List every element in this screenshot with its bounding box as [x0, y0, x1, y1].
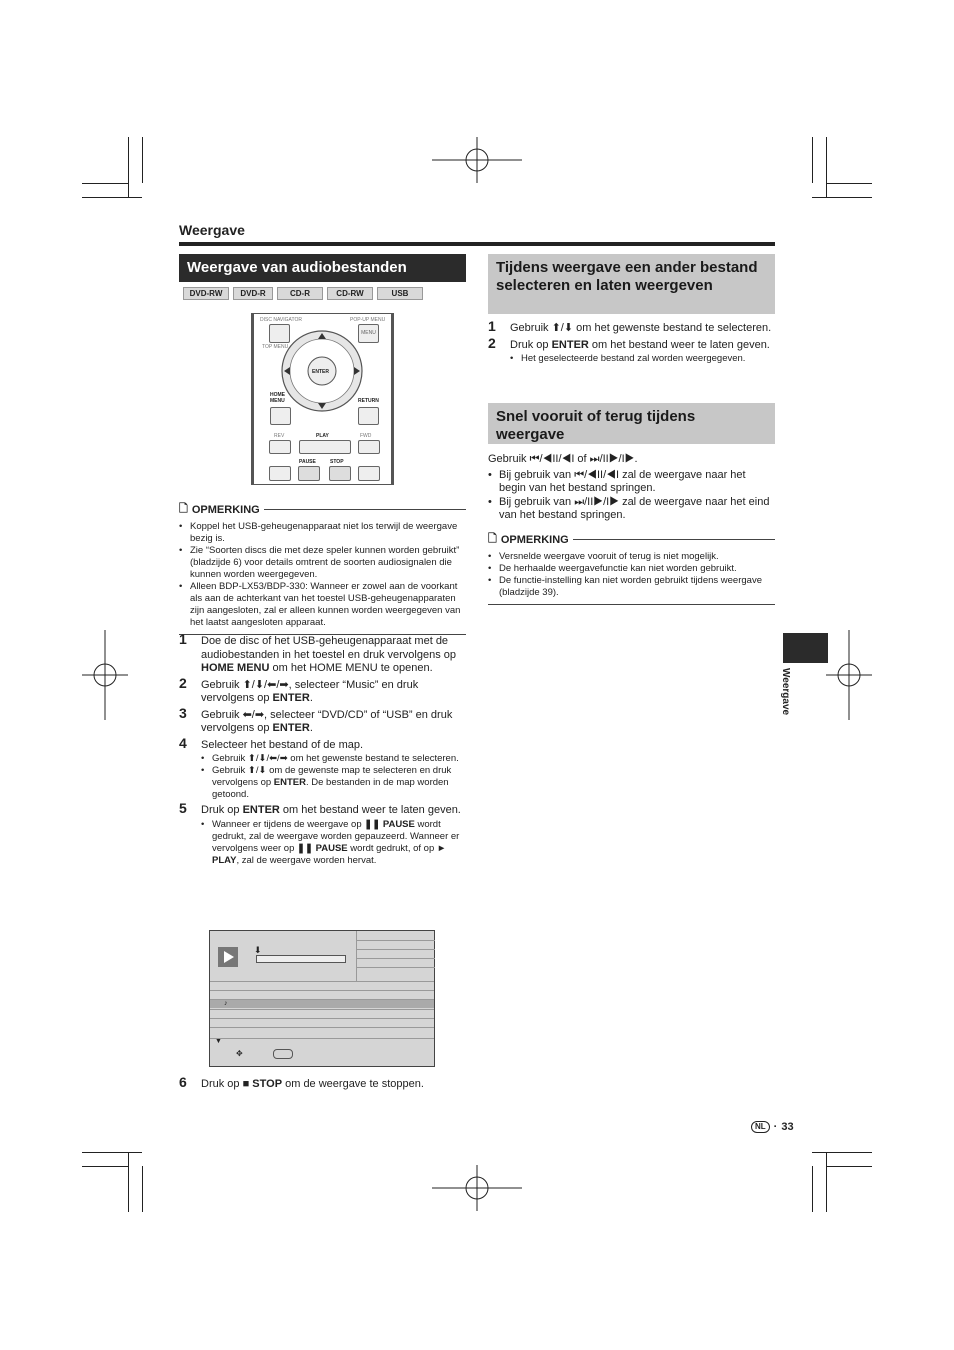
- skip-back-icon: [269, 466, 291, 481]
- selected-row: [210, 999, 434, 1008]
- note-rule: [488, 604, 775, 605]
- label-top-menu: TOP MENU: [262, 344, 289, 350]
- note-list: [488, 551, 775, 599]
- play-icon: [299, 440, 351, 454]
- badge-usb: USB: [377, 287, 423, 300]
- note-item: • Versnelde weergave vooruit of terug is niet mogelijk.: [488, 551, 775, 563]
- label-fwd: FWD: [360, 433, 372, 439]
- play-icon: [218, 947, 238, 967]
- menu-button: MENU: [358, 324, 379, 343]
- page-number-value: 33: [781, 1121, 794, 1133]
- remote-illustration: [251, 313, 394, 485]
- down-arrow-icon: ⬇: [254, 945, 262, 955]
- step-4-sub: • Gebruik ⬆/⬇ om de gewenste map te selecteren en druk vervolgens op ENTER. De bestanden in de map worden getoond.: [201, 765, 466, 801]
- step-5-sub: • Wanneer er tijdens de weergave op ❚❚ PAUSE wordt gedrukt, zal de weergave worden gepauzeerd. Wanneer er vervolgens weer op ❚❚ PAUSE wordt gedrukt, of op ► PLAY, zal de weergave worden hervat.: [201, 819, 466, 867]
- disc-badges: [183, 287, 423, 300]
- right-step-2-sub: • Het geselecteerde bestand zal worden weergegeven.: [510, 353, 775, 365]
- scroll-down-icon: ▼: [215, 1038, 222, 1045]
- note-icon: 🗋: [488, 533, 497, 545]
- left-note: [179, 500, 466, 635]
- skip-bullet: • Bij gebruik van ⏮/◀II/◀I zal de weergave naar het begin van het bestand springen.: [488, 469, 775, 496]
- label-stop: STOP: [330, 459, 344, 465]
- note-item: • De functie-instelling kan niet worden gebruikt tijdens weergave (bladzijde 39).: [488, 575, 775, 599]
- left-section-title: Weergave van audiobestanden: [179, 254, 466, 282]
- step-2: 2 Gebruik ⬆/⬇/⬅/➡, selecteer “Music” en druk vervolgens op ENTER.: [179, 674, 419, 704]
- badge-dvd-rw: DVD-RW: [183, 287, 229, 300]
- right-steps: [488, 318, 775, 368]
- registration-mark-bottom: [432, 1165, 522, 1211]
- right-step-2: 2 Druk op ENTER om het bestand weer te laten geven. • Het geselecteerde bestand zal worden weergegeven.: [488, 339, 775, 366]
- rev-icon: [269, 440, 291, 454]
- step-5: 5 Druk op ENTER om het bestand weer te laten geven. • Wanneer er tijdens de weergave op ❚❚ PAUSE wordt gedrukt, zal de weergave worden gepauzeerd. Wanneer er vervolgens weer op ❚❚ PAUSE wordt gedrukt, of op ► PLAY, zal de weergave worden hervat.: [179, 804, 466, 867]
- step-6: 6 Druk op ■ STOP om de weergave te stoppen.: [179, 1074, 424, 1090]
- badge-cd-r: CD-R: [277, 287, 323, 300]
- header-rule: [179, 242, 775, 246]
- right-section-title-2: Snel vooruit of terug tijdens weergave: [488, 403, 775, 444]
- registration-mark-right: [826, 630, 872, 720]
- label-play: PLAY: [316, 433, 329, 439]
- registration-mark-left: [82, 630, 128, 720]
- page-number: NL · 33: [751, 1121, 794, 1133]
- note-item: • De herhaalde weergavefunctie kan niet worden gebruikt.: [488, 563, 775, 575]
- note-icon: 🗋: [179, 503, 188, 515]
- label-return: RETURN: [358, 398, 379, 404]
- stop-icon: [329, 466, 351, 481]
- step-3: 3 Gebruik ⬅/➡, selecteer “DVD/CD” of “USB” en druk vervolgens op ENTER.: [179, 704, 453, 734]
- home-icon: [270, 407, 291, 425]
- label-disc-navigator: DISC NAVIGATOR: [260, 317, 302, 323]
- right-note: [488, 530, 775, 605]
- registration-mark-top: [432, 137, 522, 183]
- step-4: 4 Selecteer het bestand of de map. • Gebruik ⬆/⬇/⬅/➡ om het gewenste bestand te selecteren. • Gebruik ⬆/⬇ om de gewenste map te selecteren en druk vervolgens op ENTER. De bestanden in de map worden getoond.: [179, 739, 466, 802]
- badge-cd-rw: CD-RW: [327, 287, 373, 300]
- note-title: 🗋 OPMERKING: [179, 500, 466, 519]
- side-tab-label: Weergave: [780, 668, 791, 716]
- step-4-sub: • Gebruik ⬆/⬇/⬅/➡ om het gewenste bestand te selecteren.: [201, 753, 466, 765]
- skip-forward-icon: [358, 466, 380, 481]
- note-list: [179, 521, 466, 629]
- skip-bullet: • Bij gebruik van ⏭/II▶/I▶ zal de weergave naar het eind van het bestand springen.: [488, 496, 775, 523]
- label-popup-menu: POP-UP MENU: [350, 317, 386, 323]
- skip-instructions: [488, 453, 775, 523]
- return-icon: [358, 407, 379, 425]
- usage-text: Gebruik ⏮/◀II/◀I of ⏭/II▶/I▶.: [488, 453, 638, 465]
- pause-icon: [298, 466, 320, 481]
- badge-dvd-r: DVD-R: [233, 287, 273, 300]
- left-steps: [179, 631, 466, 870]
- navigate-icon: ✥: [236, 1049, 243, 1058]
- progress-bar: [256, 955, 346, 963]
- info-panel: [356, 931, 435, 981]
- note-title: 🗋 OPMERKING: [488, 530, 775, 549]
- right-section-title-1: Tijdens weergave een ander bestand selecteren en laten weergeven: [488, 254, 775, 314]
- side-tab: [783, 633, 828, 663]
- note-item: • Zie “Soorten discs die met deze speler kunnen worden gebruikt” (bladzijde 6) voor details omtrent de soorten audiosignalen die kunnen worden weergegeven.: [179, 545, 466, 581]
- label-rev: REV: [274, 433, 285, 439]
- fwd-icon: [358, 440, 380, 454]
- note-item: • Alleen BDP-LX53/BDP-330: Wanneer er zowel aan de voorkant als aan de achterkant van het toestel USB-geheugenapparaten zijn aangesloten, zal er alleen kunnen worden weergegeven van het laatst aangesloten apparaat.: [179, 581, 466, 629]
- section-label: Weergave: [179, 222, 245, 238]
- music-note-icon: ♪: [224, 1000, 228, 1007]
- right-step-1: 1 Gebruik ⬆/⬇ om het gewenste bestand te selecteren.: [488, 318, 772, 334]
- playback-screen-illustration: [209, 930, 435, 1067]
- language-badge: NL: [751, 1121, 770, 1133]
- label-home-menu: HOME MENU: [270, 392, 285, 404]
- step-1: 1 Doe de disc of het USB-geheugenapparaat met de audiobestanden in het toestel en druk vervolgens op HOME MENU om het HOME MENU te openen.: [179, 631, 457, 674]
- label-pause: PAUSE: [299, 459, 316, 465]
- note-item: • Koppel het USB-geheugenapparaat niet los terwijl de weergave bezig is.: [179, 521, 466, 545]
- label-enter: ENTER: [312, 369, 329, 375]
- enter-icon: [273, 1049, 293, 1059]
